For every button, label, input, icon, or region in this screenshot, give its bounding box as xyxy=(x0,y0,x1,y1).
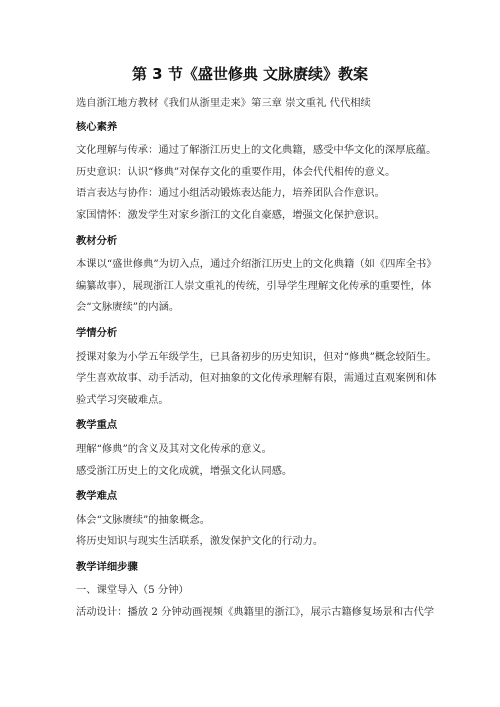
paragraph-line: 活动设计：播放 2 分钟动画视频《典籍里的浙江》，展示古籍修复场景和古代学 xyxy=(76,606,435,619)
paragraph-line: 一、课堂导入（5 分钟） xyxy=(76,584,189,597)
paragraph-line: 授课对象为小学五年级学生，已具备初步的历史知识，但对“修典”概念较陌生。 xyxy=(76,350,437,363)
paragraph-line: 家国情怀：激发学生对家乡浙江的文化自豪感，增强文化保护意识。 xyxy=(76,208,385,221)
paragraph-line: 验式学习突破难点。 xyxy=(76,393,169,406)
source-line: 选自浙江地方教材《我们从浙里走来》第三章 崇文重礼 代代相续 xyxy=(76,97,371,109)
paragraph-line: 将历史知识与现实生活联系，激发保护文化的行动力。 xyxy=(76,535,324,548)
paragraph-line: 学生喜欢故事、动手活动，但对抽象的文化传承理解有限，需通过直观案例和体 xyxy=(76,372,437,385)
paragraph-line: 感受浙江历史上的文化成就，增强文化认同感。 xyxy=(76,464,293,477)
paragraph-line: 理解“修典”的含义及其对文化传承的意义。 xyxy=(76,442,272,455)
paragraph-line: 历史意识：认识“修典”对保存文化的重要作用，体会代代相传的意义。 xyxy=(76,165,396,178)
paragraph-line: 文化理解与传承：通过了解浙江历史上的文化典籍，感受中华文化的深厚底蕴。 xyxy=(76,144,437,157)
paragraph-line: 会“文脉赓续”的内涵。 xyxy=(76,301,180,314)
paragraph-line: 编纂故事），展现浙江人崇文重礼的传统，引导学生理解文化传承的重要性，体 xyxy=(76,279,432,292)
paragraph-line: 语言表达与协作：通过小组活动锻炼表达能力，培养团队合作意识。 xyxy=(76,187,385,200)
section-heading-core-literacy: 核心素养 xyxy=(76,120,118,133)
paragraph-line: 本课以“盛世修典”为切入点，通过介绍浙江历史上的文化典籍（如《四库全书》 xyxy=(76,258,437,271)
section-heading-textbook-analysis: 教材分析 xyxy=(76,234,118,247)
section-heading-learner-analysis: 学情分析 xyxy=(76,326,118,339)
section-heading-difficult-points: 教学难点 xyxy=(76,490,118,503)
page-title: 第 3 节《盛世修典 文脉赓续》教案 xyxy=(131,65,369,83)
section-heading-key-points: 教学重点 xyxy=(76,419,118,432)
section-heading-detailed-steps: 教学详细步骤 xyxy=(76,560,138,573)
document-body xyxy=(76,93,436,624)
paragraph-line: 体会“文脉赓续”的抽象概念。 xyxy=(76,513,211,526)
